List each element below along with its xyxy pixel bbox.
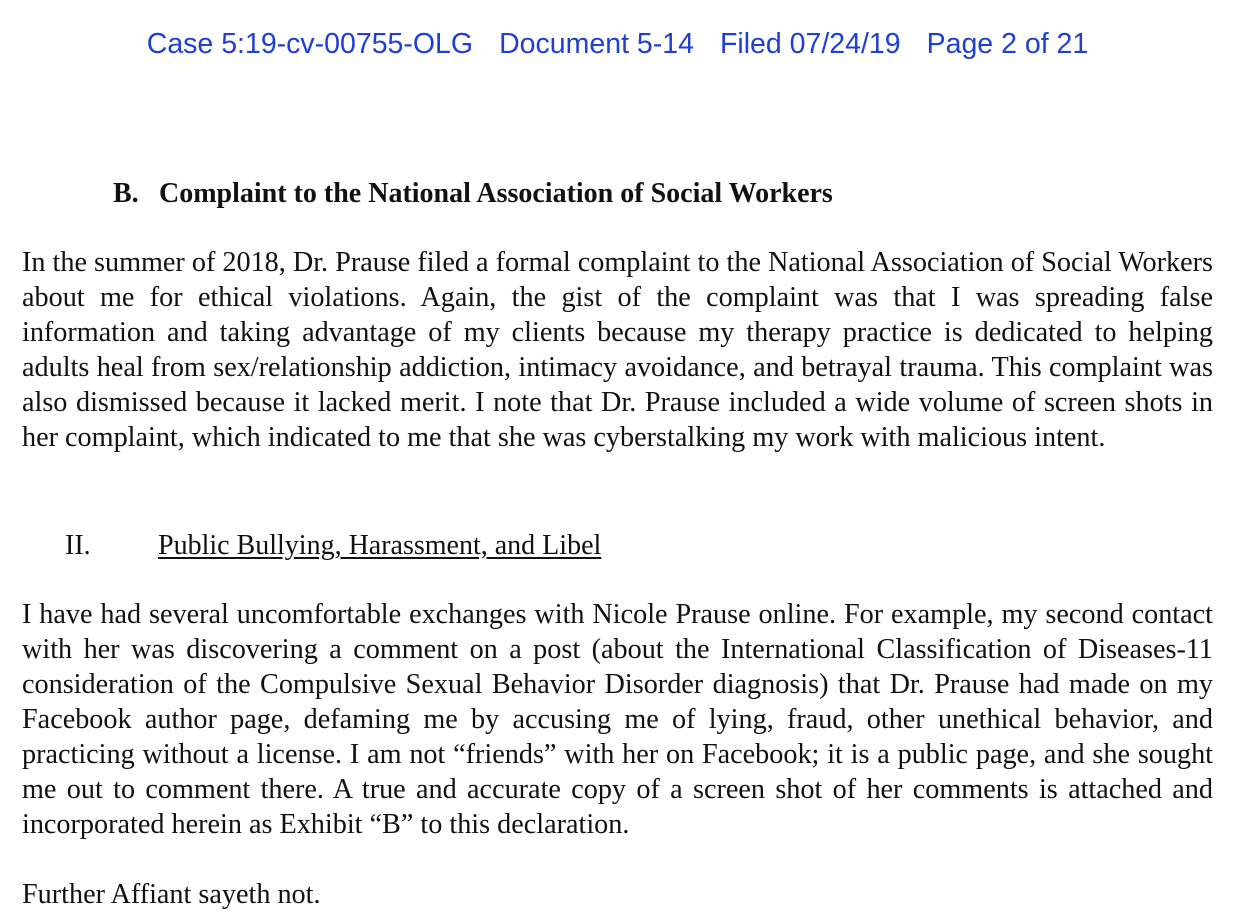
case-number: Case 5:19-cv-00755-OLG xyxy=(146,28,474,60)
document-number: Document 5-14 xyxy=(499,28,694,60)
filed-date: Filed 07/24/19 xyxy=(719,28,901,60)
section-b-heading xyxy=(113,174,833,214)
section-ii-heading xyxy=(65,527,601,565)
section-b-letter: B. xyxy=(113,178,139,209)
closing-statement: Further Affiant sayeth not. xyxy=(22,879,321,910)
section-b-title: Complaint to the National Association of Social Workers xyxy=(159,178,833,209)
section-ii-title: Public Bullying, Harassment, and Libel xyxy=(158,530,602,561)
paragraph-online-exchanges: I have had several uncomfortable exchanges with Nicole Prause online. For example, my second contact with her was discovering a comment on a post (about the International Classification of Diseases-11 consideration of the Compulsive Sexual Behavior Disorder diagnosis) that Dr. Prause had made on my Facebook author page, defaming me by accusing me of lying, fraud, other unethical behavior, and practicing without a license. I am not “friends” with her on Facebook; it is a public page, and she sought me out to comment there. A true and accurate copy of a screen shot of her comments is attached and incorporated herein as Exhibit “B” to this declaration. xyxy=(22,599,1213,840)
page-number: Page 2 of 21 xyxy=(926,28,1089,60)
section-ii-numeral: II. xyxy=(65,530,91,561)
paragraph-naswc-complaint: In the summer of 2018, Dr. Prause filed a formal complaint to the National Association of Social Workers about me for ethical violations. Again, the gist of the complaint was that I was spreading false information and taking advantage of my clients because my therapy practice is dedicated to helping adults heal from sex/relationship addiction, intimacy avoidance, and betrayal trauma. This complaint was also dismissed because it lacked merit. I note that Dr. Prause included a wide volume of screen shots in her complaint, which indicated to me that she was cyberstalking my work with malicious intent. xyxy=(22,247,1214,453)
filing-header xyxy=(0,24,1235,64)
